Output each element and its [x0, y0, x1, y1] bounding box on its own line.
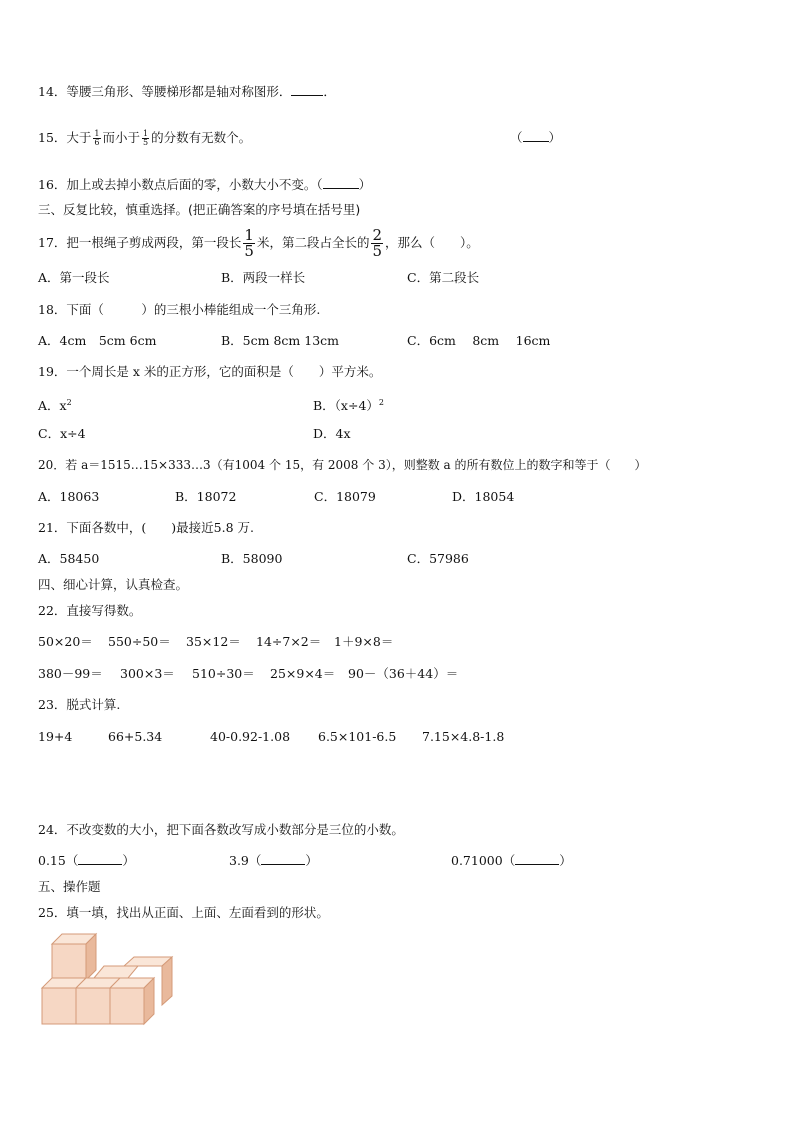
- option-a[interactable]: A．第一段长: [38, 270, 110, 285]
- calc-item: 300×3＝: [120, 666, 175, 681]
- cube-figure: [40, 930, 180, 1030]
- question-number: 18．: [38, 302, 67, 317]
- question-text: 若 a＝1515…15×333…3（有1004 个 15，有 2008 个 3），则整数 a 的所有数位上的数字和等于（ ）: [65, 458, 647, 472]
- question-19: [38, 362, 381, 382]
- calc-item: 6.5×101-6.5: [318, 729, 397, 744]
- fraction-one-fifth: $\frac{1}{5}$: [143, 129, 149, 147]
- answer-paren[interactable]: （ ）: [510, 130, 562, 145]
- question-21: [38, 518, 254, 538]
- question-text: 不改变数的大小，把下面各数改写成小数部分是三位的小数。: [66, 822, 404, 837]
- question-24: [38, 820, 404, 840]
- question-text: 填一填，找出从正面、上面、左面看到的形状。: [66, 905, 329, 920]
- section-3-heading: 三、反复比较，慎重选择。(把正确答案的序号填在括号里): [38, 202, 361, 217]
- cube: [52, 934, 96, 980]
- question-text: 直接写得数。: [66, 603, 142, 618]
- calc-item: 1＋9×8＝: [334, 634, 394, 649]
- rewrite-item[interactable]: 0.71000（ ）: [451, 853, 572, 868]
- question-number: 24．: [38, 822, 67, 837]
- option-a[interactable]: A．18063: [38, 489, 100, 504]
- fraction-one-fifth: $\frac{1}{5}$: [244, 226, 254, 260]
- fraction-two-fifths: $\frac{2}{5}$: [372, 226, 383, 260]
- section-5-heading: 五、操作题: [38, 879, 101, 894]
- calc-item: 14÷7×2＝: [256, 634, 322, 649]
- calc-item: 550÷50＝: [108, 634, 171, 649]
- calc-item: 90－（36＋44）＝: [348, 666, 459, 681]
- option-d[interactable]: D．4x: [313, 426, 351, 441]
- question-17: 17．把一根绳子剪成两段，第一段长 $\frac{1}{5}$ 米，第二段占全长的 $\frac{2}{5}$ ，那么（ ）。: [38, 226, 479, 260]
- question-number: 21．: [38, 520, 67, 535]
- question-23: [38, 695, 120, 715]
- question-25: [38, 903, 329, 923]
- section-4-heading: 四、细心计算，认真检查。: [38, 577, 189, 592]
- calc-item: 7.15×4.8-1.8: [422, 729, 505, 744]
- option-c[interactable]: C．6cm 8cm 16cm: [407, 333, 551, 348]
- calc-item: 40-0.92-1.08: [210, 729, 291, 744]
- question-number: 19．: [38, 364, 67, 379]
- option-b[interactable]: B．$(x\div 4)^2$: [313, 398, 385, 414]
- option-c[interactable]: C．18079: [314, 489, 376, 504]
- question-14: 14．等腰三角形、等腰梯形都是轴对称图形． ．: [38, 84, 336, 99]
- option-c[interactable]: C．第二段长: [407, 270, 480, 285]
- rewrite-item[interactable]: 3.9（ ）: [229, 853, 318, 868]
- cube: [94, 966, 138, 978]
- option-d[interactable]: D．18054: [452, 489, 515, 504]
- question-text: 一个周长是 x 米的正方形，它的面积是（ ）平方米。: [66, 364, 382, 379]
- option-b[interactable]: B．5cm 8cm 13cm: [221, 333, 340, 348]
- question-number: 23．: [38, 697, 67, 712]
- option-b[interactable]: B．18072: [175, 489, 237, 504]
- rewrite-item[interactable]: 0.15（ ）: [38, 853, 135, 868]
- question-text: 等腰三角形、等腰梯形都是轴对称图形．: [66, 84, 292, 99]
- question-15: 15．大于 $\frac{1}{6}$ 而小于 $\frac{1}{5}$ 的分数有无数个。: [38, 129, 252, 147]
- question-20: [38, 455, 647, 475]
- question-number: 15．: [38, 130, 67, 145]
- fraction-one-sixth: $\frac{1}{6}$: [94, 129, 100, 147]
- calc-item: 25×9×4＝: [270, 666, 336, 681]
- answer-blank[interactable]: [323, 188, 359, 189]
- question-16: 16．加上或去掉小数点后面的零，小数大小不变。（ ）: [38, 177, 372, 192]
- option-a[interactable]: A．$x^2$: [38, 398, 72, 414]
- question-number: 16．: [38, 177, 67, 192]
- option-b[interactable]: B．58090: [221, 551, 283, 566]
- calc-item: 380－99＝: [38, 666, 103, 681]
- option-a[interactable]: A．4cm 5cm 6cm: [38, 333, 157, 348]
- option-a[interactable]: A．58450: [38, 551, 100, 566]
- calc-item: 19+4: [38, 729, 73, 744]
- option-c[interactable]: C．x÷4: [38, 426, 86, 441]
- question-18: [38, 300, 320, 320]
- question-text: 下面（ ）的三根小棒能组成一个三角形.: [66, 302, 321, 317]
- cube: [110, 978, 154, 1024]
- calc-item: 66+5.34: [108, 729, 163, 744]
- question-22: [38, 601, 141, 621]
- question-text: 下面各数中，( )最接近5.8 万.: [66, 520, 254, 535]
- answer-blank[interactable]: [291, 95, 323, 96]
- question-number: 14．: [38, 84, 67, 99]
- question-text: 脱式计算.: [66, 697, 121, 712]
- question-number: 25．: [38, 905, 67, 920]
- option-c[interactable]: C．57986: [407, 551, 469, 566]
- question-number: 22．: [38, 603, 67, 618]
- calc-item: 50×20＝: [38, 634, 93, 649]
- calc-item: 35×12＝: [186, 634, 241, 649]
- calc-item: 510÷30＝: [192, 666, 255, 681]
- question-number: 20．: [38, 458, 66, 472]
- option-b[interactable]: B．两段一样长: [221, 270, 306, 285]
- question-text: 加上或去掉小数点后面的零，小数大小不变。（: [66, 177, 323, 192]
- question-number: 17．: [38, 235, 67, 250]
